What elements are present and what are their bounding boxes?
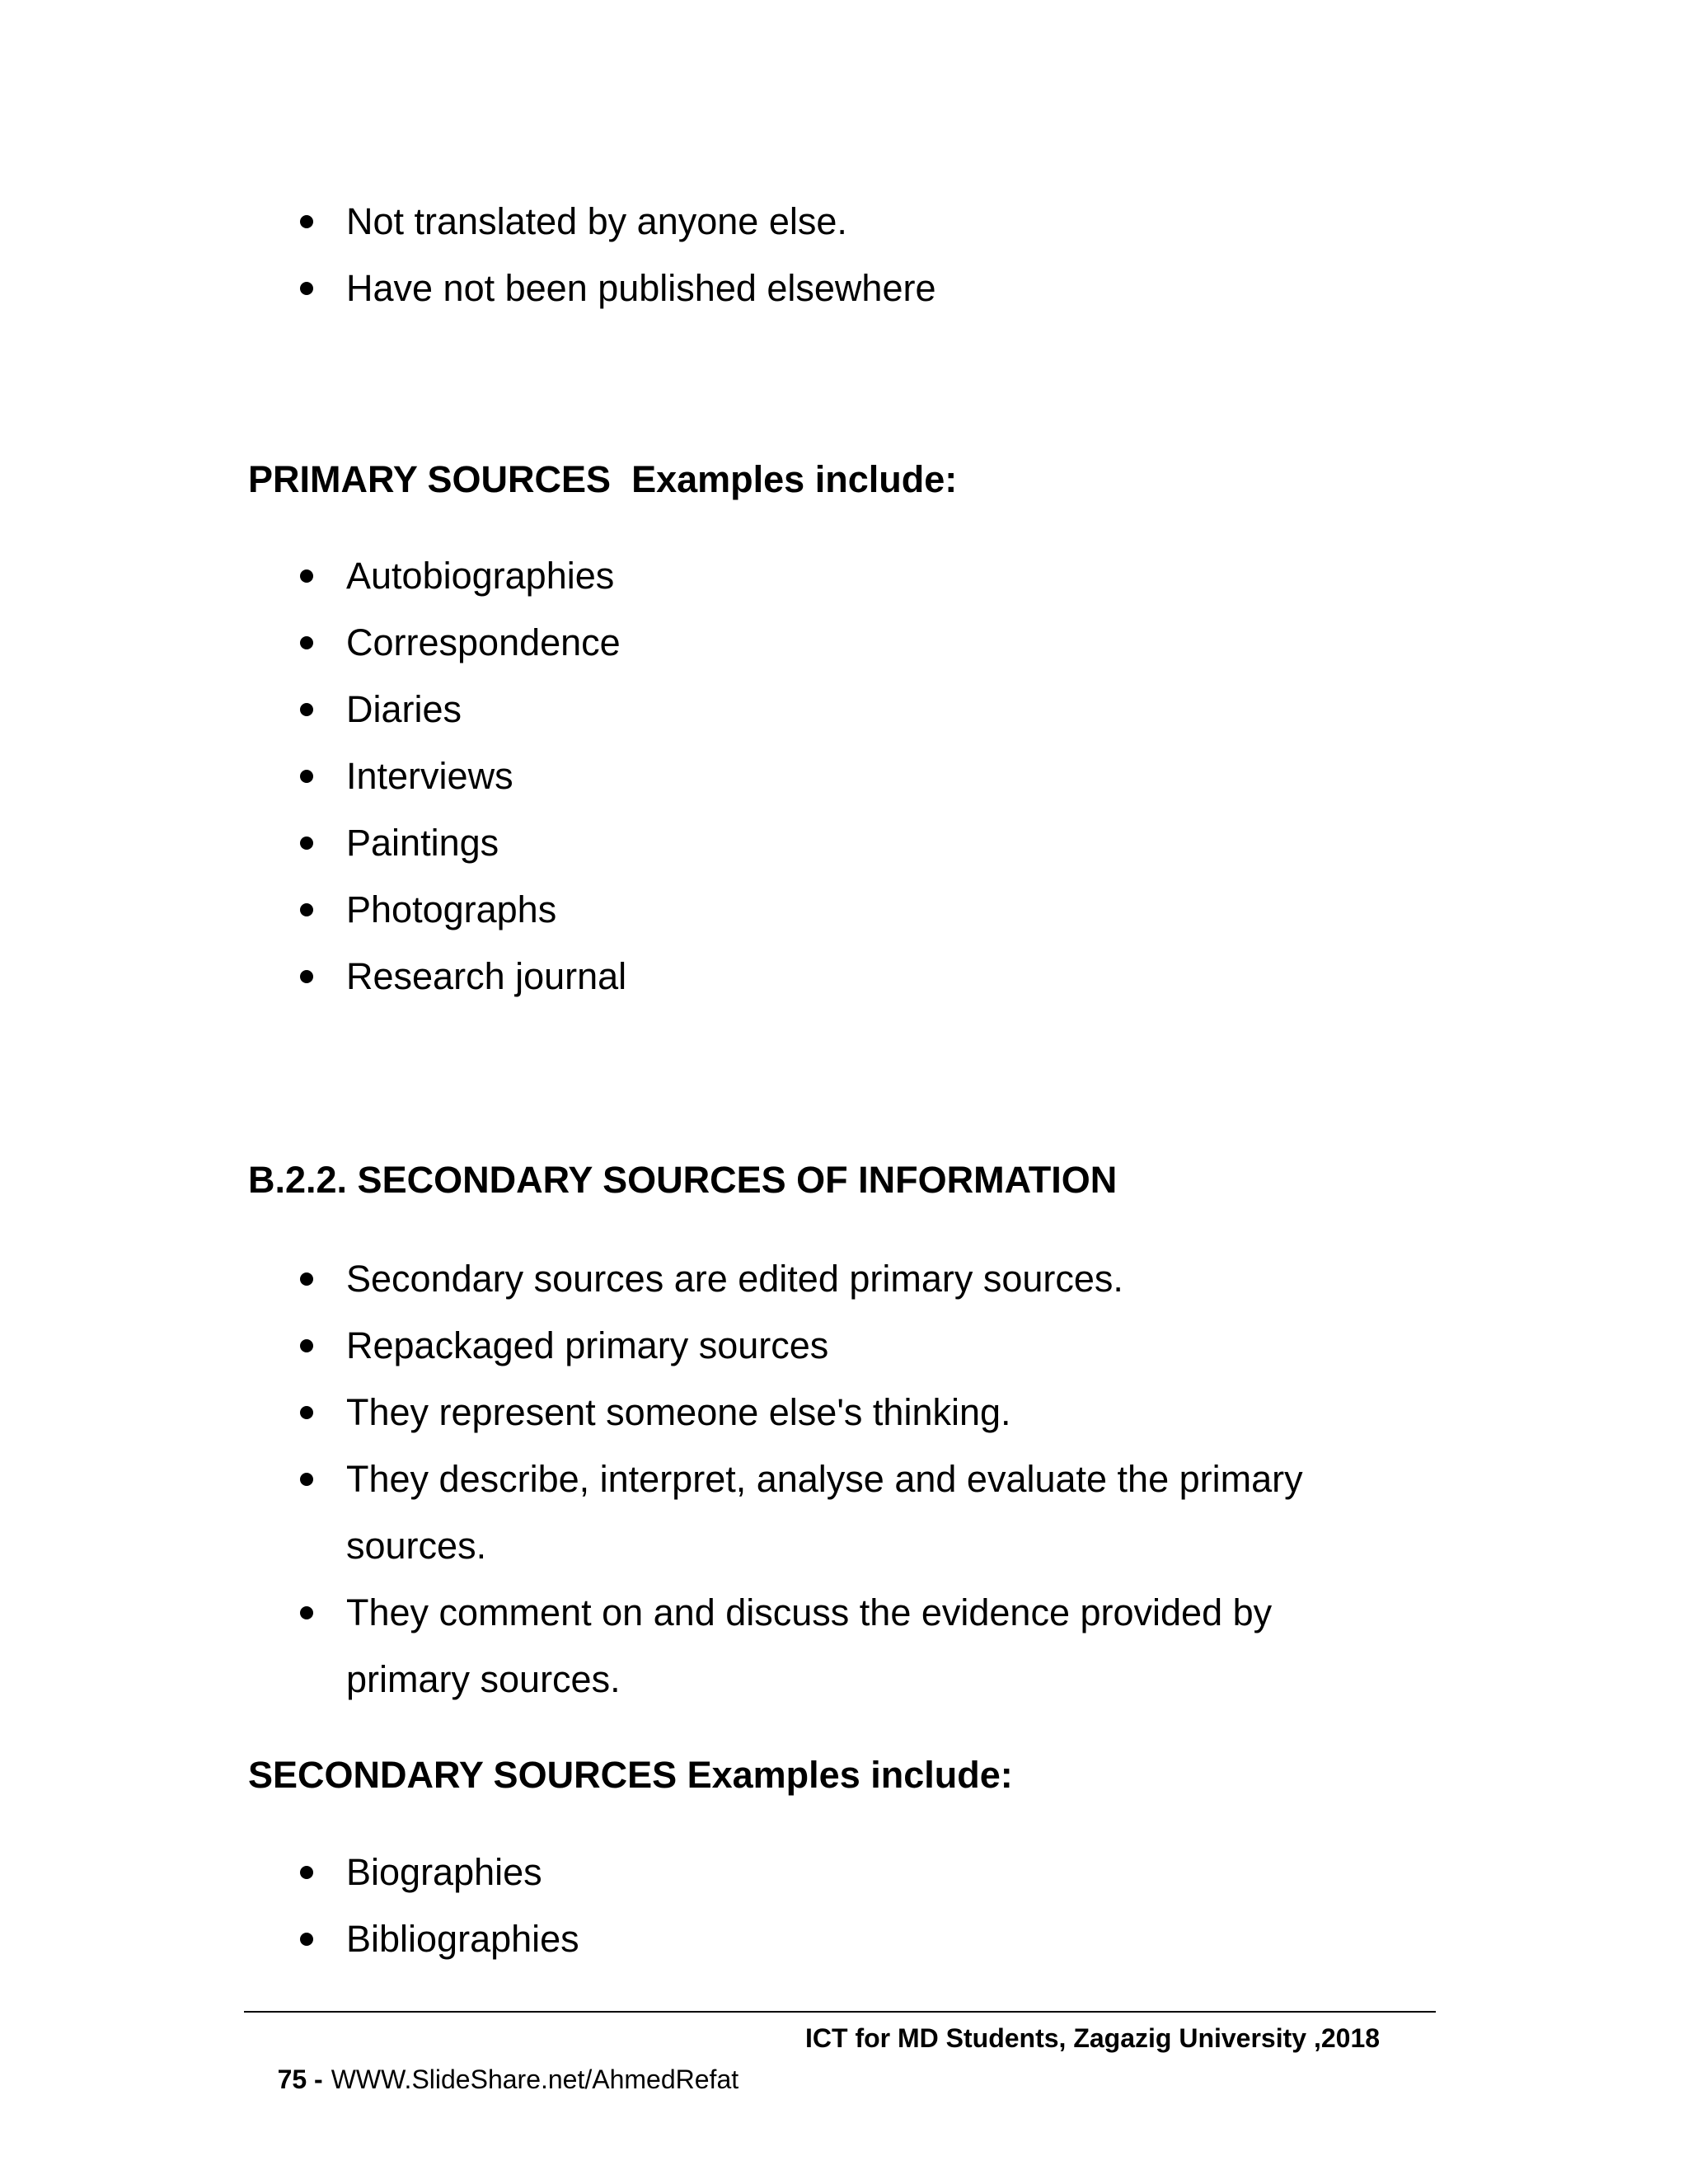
list-item-text: Diaries [346, 688, 462, 730]
list-item-text: They represent someone else's thinking. [346, 1391, 1011, 1433]
bullet-icon [300, 1473, 313, 1486]
list-item-text: They describe, interpret, analyse and evaluate the primary sources. [346, 1458, 1303, 1567]
list-item [0, 943, 1368, 1010]
list-item [0, 609, 1368, 676]
page-footer [248, 2018, 1435, 2182]
list-item [0, 676, 1368, 743]
list-item-text: Paintings [346, 822, 499, 864]
secondary-section-heading: B.2.2. SECONDARY SOURCES OF INFORMATION [248, 1159, 1118, 1201]
list-item [0, 1379, 1368, 1446]
list-item [0, 1446, 1368, 1579]
footer-divider [244, 2011, 1436, 2013]
footer-course-title: ICT for MD Students, Zagazig University ,2018 [805, 2023, 1381, 2053]
list-item-text: Autobiographies [346, 555, 615, 597]
list-item-text: Correspondence [346, 621, 621, 663]
list-item [0, 188, 1368, 255]
bullet-icon [300, 903, 313, 916]
bullet-icon [300, 215, 313, 228]
list-item [0, 542, 1368, 609]
list-item-text: Bibliographies [346, 1918, 579, 1960]
list-item [0, 1839, 1368, 1905]
list-item-text: Not translated by anyone else. [346, 200, 847, 242]
list-item [0, 255, 1368, 321]
bullet-icon [300, 636, 313, 649]
secondary-examples-list [0, 1839, 1688, 1972]
bullet-icon [300, 770, 313, 783]
list-item-text: Have not been published elsewhere [346, 267, 936, 309]
primary-examples-list [0, 542, 1688, 1010]
list-item-text: Repackaged primary sources [346, 1324, 829, 1366]
list-item [0, 1312, 1368, 1379]
bullet-icon [300, 703, 313, 716]
list-item-text: Secondary sources are edited primary sources. [346, 1258, 1123, 1300]
bullet-icon [300, 1933, 313, 1946]
list-item-text: Interviews [346, 755, 513, 797]
list-item-text: Photographs [346, 888, 557, 930]
list-item [0, 809, 1368, 876]
bullet-icon [300, 282, 313, 295]
secondary-section-list [0, 1245, 1688, 1713]
bullet-icon [300, 1406, 313, 1419]
primary-examples-heading: PRIMARY SOURCES Examples include: [248, 458, 958, 500]
list-item [0, 876, 1368, 943]
page-number: 75 - [277, 2064, 323, 2094]
list-item-text: Research journal [346, 955, 627, 997]
top-bullet-list [0, 188, 1688, 321]
footer-site-link[interactable]: WWW.SlideShare.net/AhmedRefat [331, 2064, 739, 2094]
secondary-examples-heading: SECONDARY SOURCES Examples include: [248, 1754, 1013, 1796]
list-item [0, 743, 1368, 809]
list-item [0, 1905, 1368, 1972]
list-item-text: They comment on and discuss the evidence provided by primary sources. [346, 1591, 1273, 1700]
bullet-icon [300, 569, 313, 583]
bullet-icon [300, 1606, 313, 1619]
bullet-icon [300, 1272, 313, 1286]
list-item [0, 1245, 1368, 1312]
list-item-text: Biographies [346, 1851, 542, 1893]
bullet-icon [300, 1339, 313, 1352]
bullet-icon [300, 837, 313, 850]
list-item [0, 1579, 1368, 1713]
bullet-icon [300, 970, 313, 983]
bullet-icon [300, 1866, 313, 1879]
